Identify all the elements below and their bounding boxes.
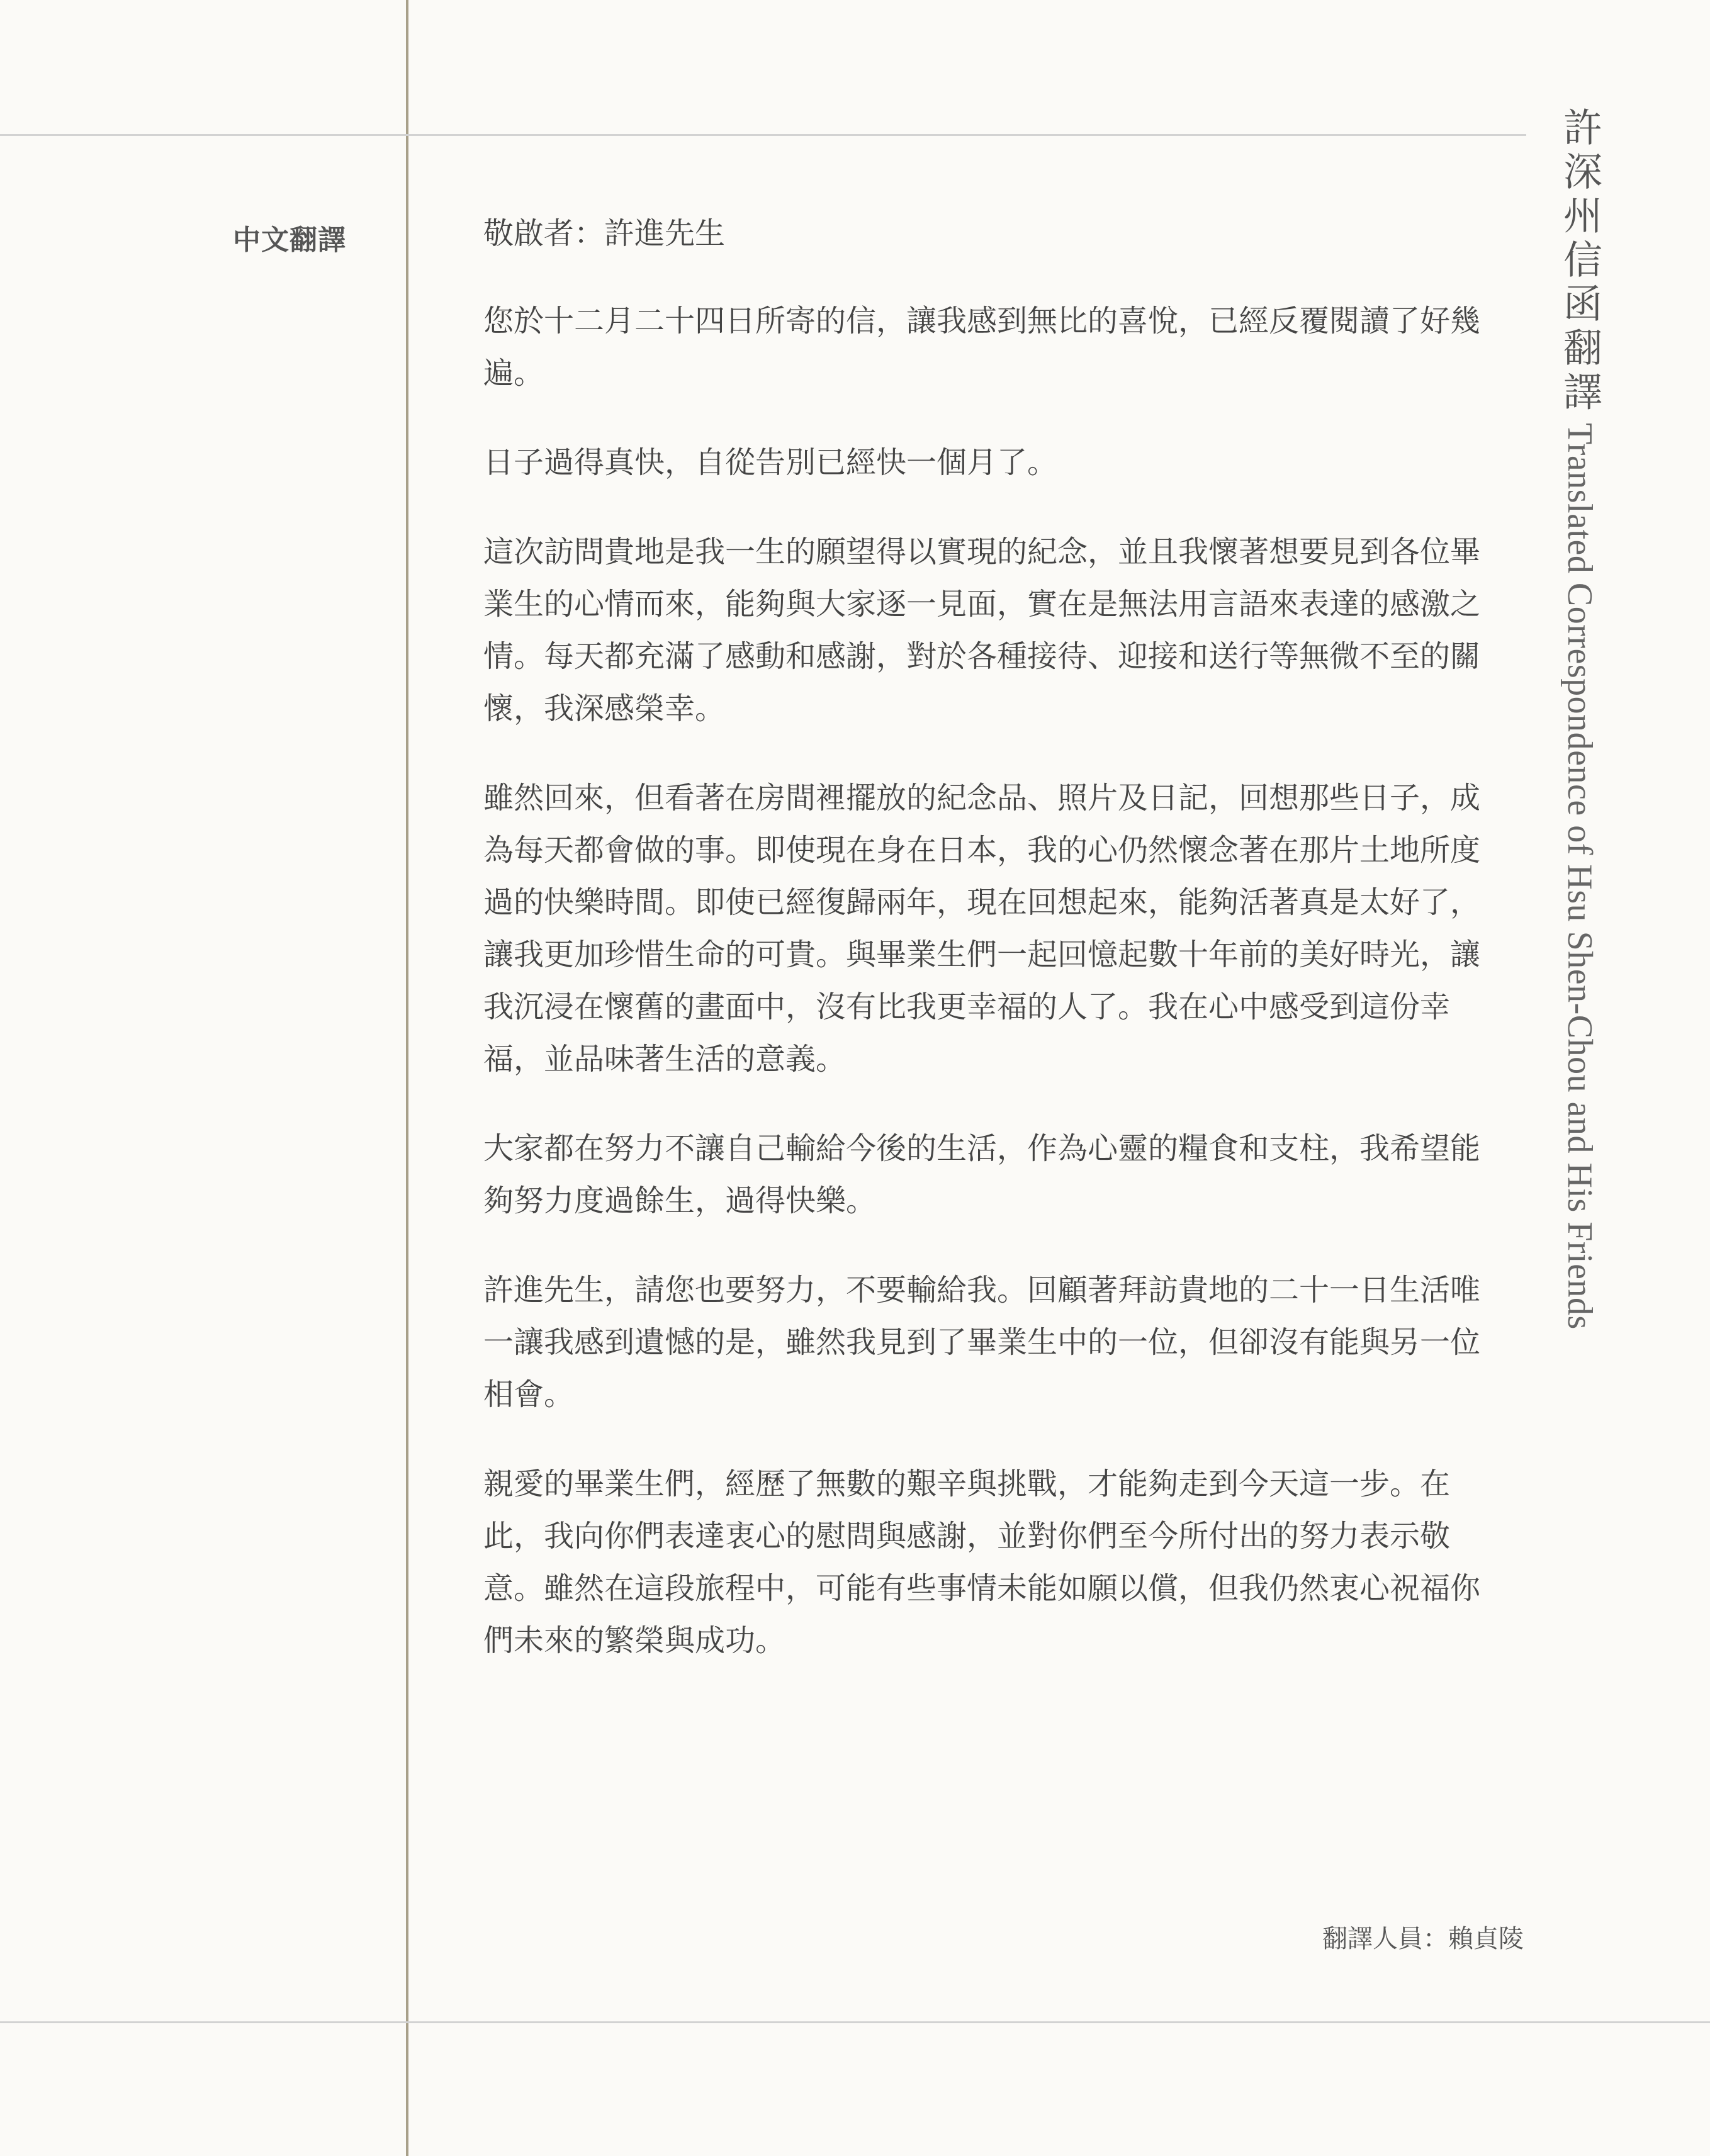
- side-title: [1555, 107, 1605, 1353]
- top-divider: [0, 134, 1526, 136]
- letter-paragraph: 這次訪問貴地是我一生的願望得以實現的紀念，並且我懷著想要見到各位畢業生的心情而來，能夠與大家逐一見面，實在是無法用言語來表達的感激之情。每天都充滿了感動和感謝，對於各種接待、迎接和送行等無微不至的關懷，我深感榮幸。: [483, 534, 1481, 726]
- letter-salutation: 敬啟者：許進先生: [483, 216, 726, 251]
- vertical-divider: [406, 0, 408, 2156]
- letter-paragraph: 雖然回來，但看著在房間裡擺放的紀念品、照片及日記，回想那些日子，成為每天都會做的事。即使現在身在日本，我的心仍然懷念著在那片土地所度過的快樂時間。即使已經復歸兩年，現在回想起來，能夠活著真是太好了，讓我更加珍惜生命的可貴。與畢業生們一起回憶起數十年前的美好時光，讓我沉浸在懷舊的畫面中，沒有比我更幸福的人了。我在心中感受到這份幸福，並品味著生活的意義。: [483, 780, 1481, 1077]
- letter-paragraph: 大家都在努力不讓自己輸給今後的生活，作為心靈的糧食和支柱，我希望能夠努力度過餘生，過得快樂。: [483, 1131, 1481, 1218]
- letter-paragraph: 您於十二月二十四日所寄的信，讓我感到無比的喜悅，已經反覆閱讀了好幾遍。: [483, 303, 1481, 391]
- section-label: 中文翻譯: [233, 224, 346, 256]
- bottom-divider: [0, 2021, 1710, 2023]
- side-title-english: Translated Correspondence of Hsu Shen-Chou and His Friends: [1560, 423, 1599, 1330]
- letter-body: [483, 208, 1497, 1704]
- side-title-chinese: 許深州信函翻譯: [1556, 107, 1603, 415]
- letter-paragraph: 許進先生，請您也要努力，不要輸給我。回顧著拜訪貴地的二十一日生活唯一讓我感到遺憾的是，雖然我見到了畢業生中的一位，但卻沒有能與另一位相會。: [483, 1272, 1481, 1412]
- letter-paragraph: 日子過得真快，自從告別已經快一個月了。: [483, 445, 1058, 480]
- letter-paragraph: 親愛的畢業生們，經歷了無數的艱辛與挑戰，才能夠走到今天這一步。在此，我向你們表達衷心的慰問與感謝，並對你們至今所付出的努力表示敬意。雖然在這段旅程中，可能有些事情未能如願以償，但我仍然衷心祝福你們未來的繁榮與成功。: [483, 1466, 1481, 1658]
- translator-credit: 翻譯人員：賴貞陵: [1322, 1924, 1524, 1953]
